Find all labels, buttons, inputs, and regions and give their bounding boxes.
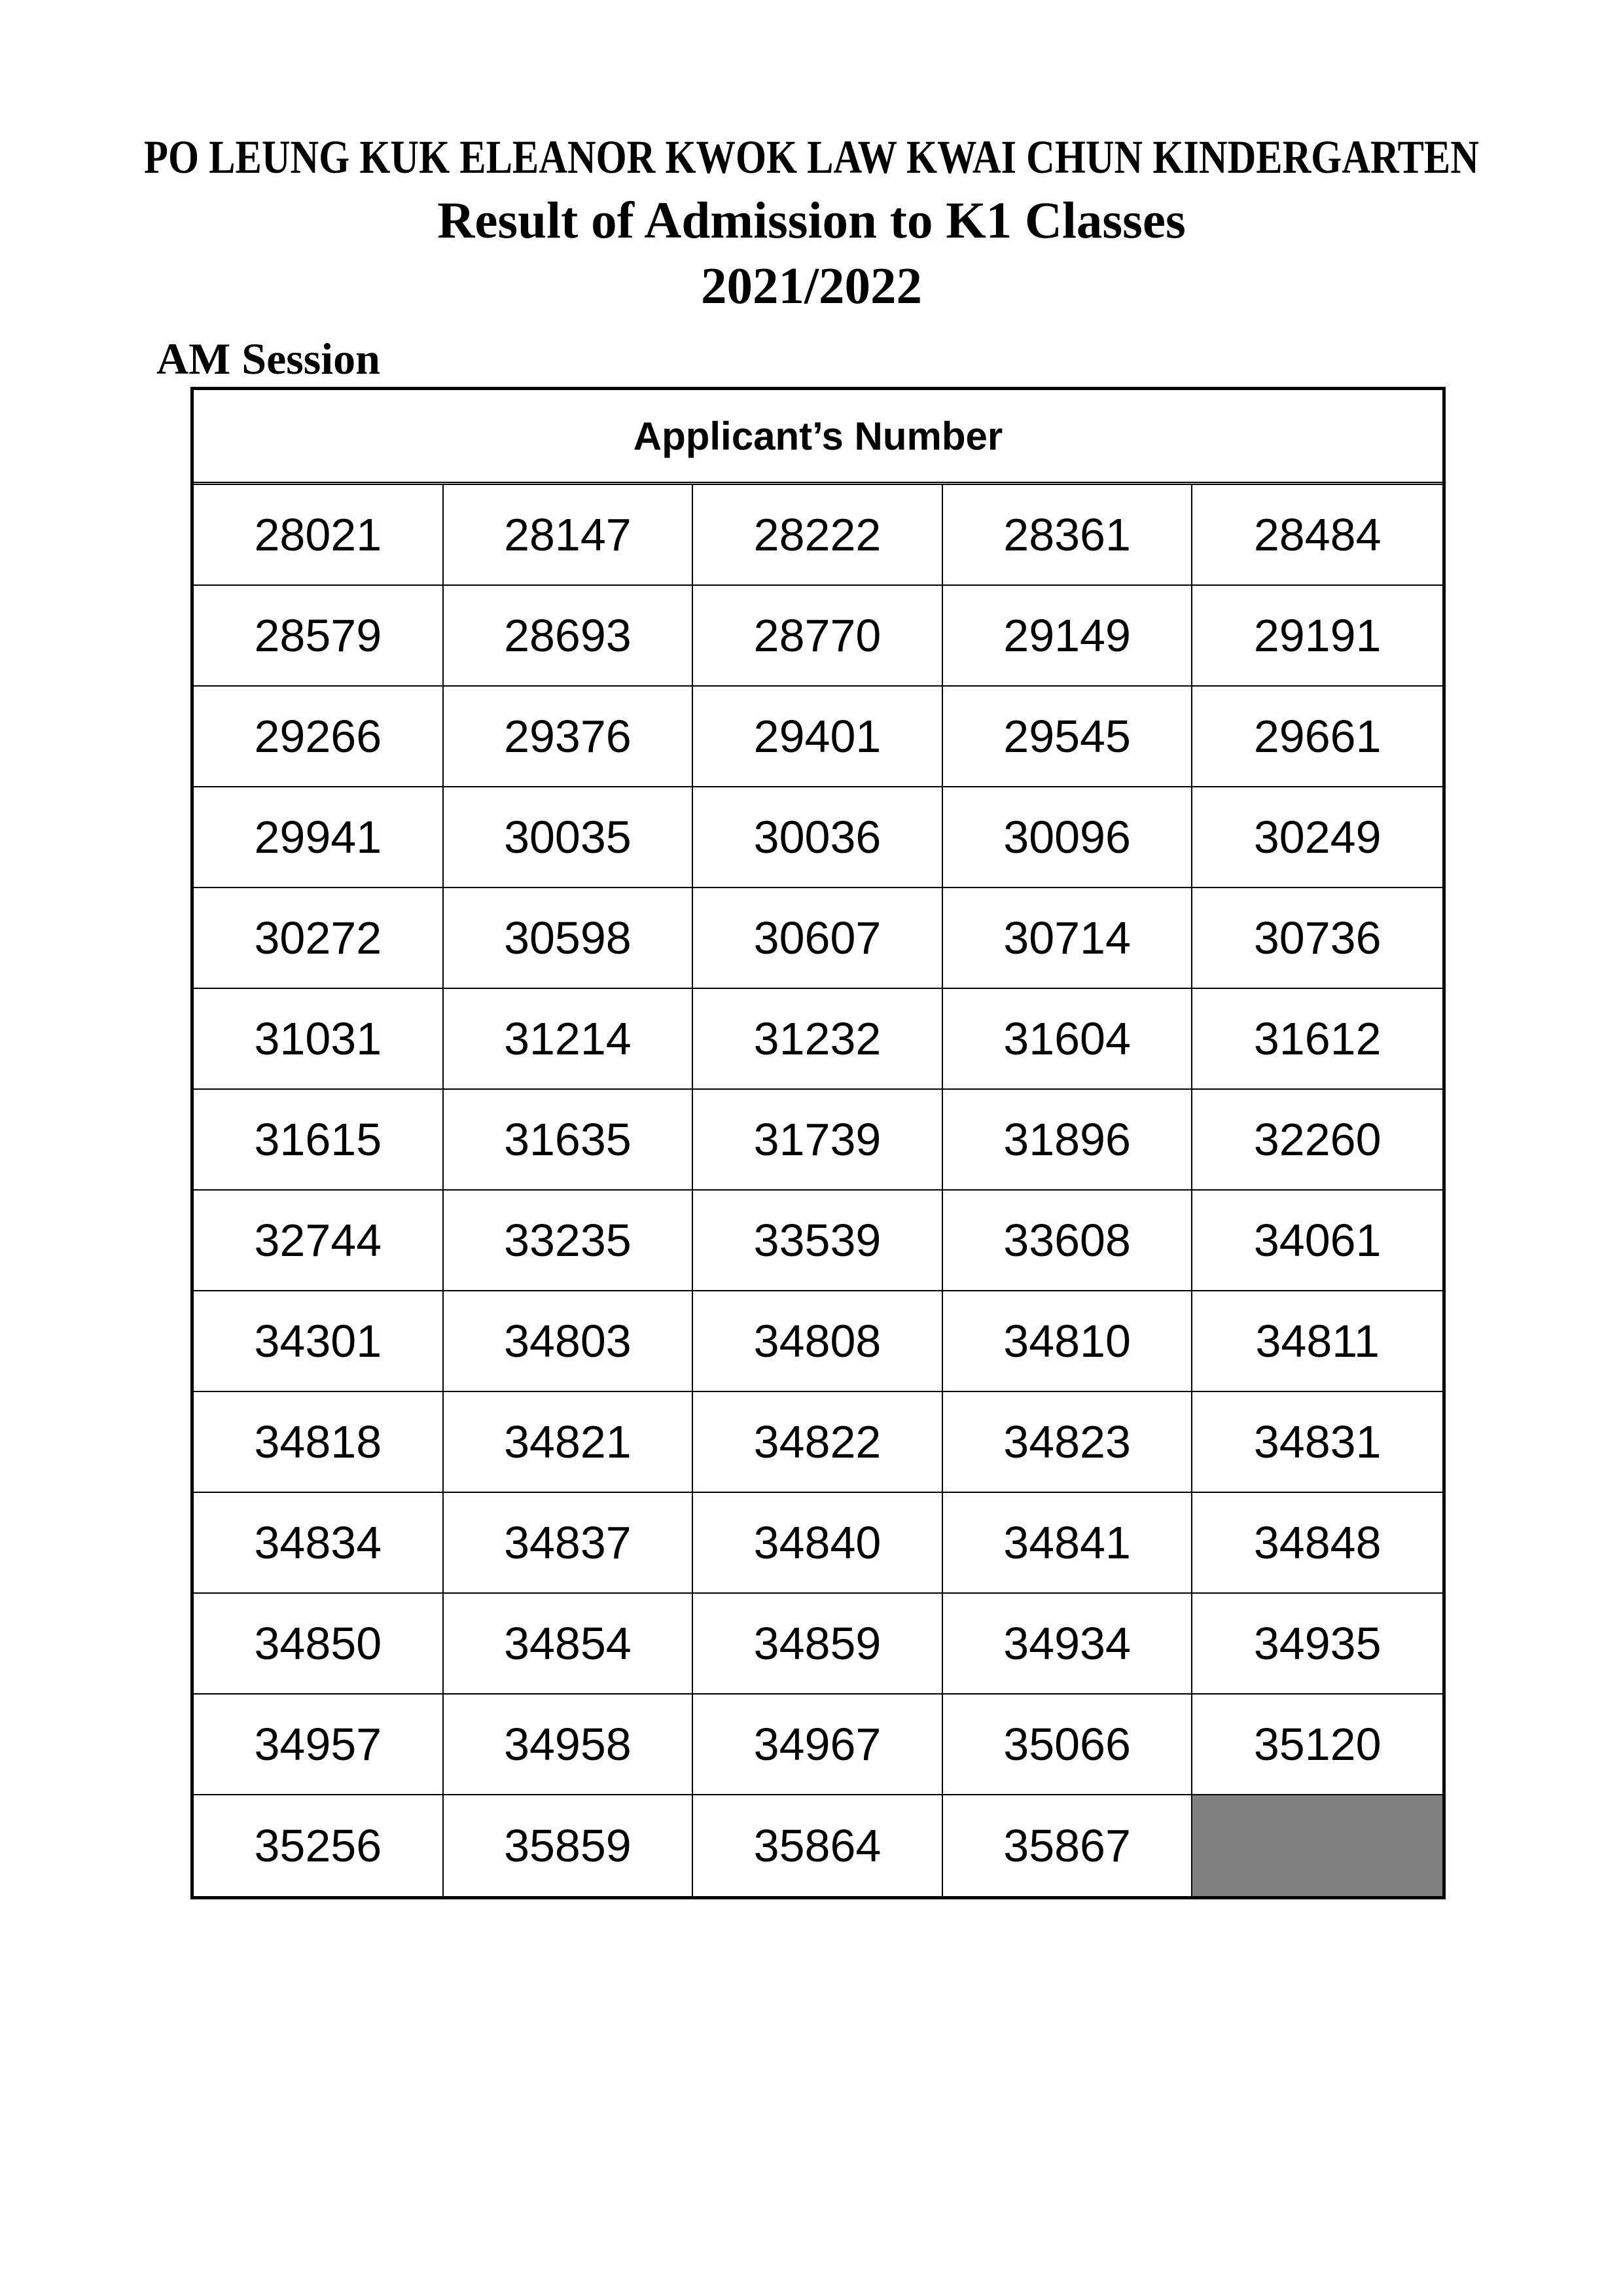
applicant-number-cell: 34840 — [693, 1493, 943, 1594]
applicant-number-cell: 34823 — [943, 1392, 1193, 1493]
applicant-number-cell: 34967 — [693, 1695, 943, 1795]
applicant-number-cell: 34821 — [444, 1392, 694, 1493]
applicant-number-cell: 34957 — [194, 1695, 444, 1795]
applicant-number-cell: 34935 — [1192, 1594, 1442, 1695]
applicant-number-cell: 30036 — [693, 787, 943, 888]
applicant-number-cell: 34811 — [1192, 1291, 1442, 1392]
applicant-number-cell: 30607 — [693, 888, 943, 989]
applicant-number-cell: 31214 — [444, 989, 694, 1090]
applicant-number-cell: 28147 — [444, 485, 694, 586]
applicant-number-cell: 30272 — [194, 888, 444, 989]
applicant-number-cell: 34301 — [194, 1291, 444, 1392]
applicant-number-cell: 30736 — [1192, 888, 1442, 989]
applicant-number-cell: 34808 — [693, 1291, 943, 1392]
applicant-number-cell: 31896 — [943, 1090, 1193, 1191]
applicant-number-cell: 28770 — [693, 586, 943, 687]
applicant-number-table — [190, 387, 1446, 1899]
applicant-number-cell: 28361 — [943, 485, 1193, 586]
applicant-number-cell: 30035 — [444, 787, 694, 888]
applicant-number-cell: 34822 — [693, 1392, 943, 1493]
applicant-number-cell: 31612 — [1192, 989, 1442, 1090]
applicant-number-cell: 34061 — [1192, 1191, 1442, 1291]
applicant-number-grid — [194, 485, 1442, 1896]
applicant-number-cell: 35864 — [693, 1795, 943, 1896]
applicant-number-cell: 28021 — [194, 485, 444, 586]
applicant-number-cell: 34834 — [194, 1493, 444, 1594]
applicant-number-cell: 29661 — [1192, 687, 1442, 787]
applicant-number-cell: 35867 — [943, 1795, 1193, 1896]
applicant-number-cell: 34818 — [194, 1392, 444, 1493]
applicant-number-cell: 35859 — [444, 1795, 694, 1896]
applicant-number-cell: 34934 — [943, 1594, 1193, 1695]
applicant-number-cell: 29376 — [444, 687, 694, 787]
applicant-number-cell: 31232 — [693, 989, 943, 1090]
session-label: AM Session — [156, 334, 380, 384]
applicant-number-cell: 29941 — [194, 787, 444, 888]
applicant-number-cell: 33235 — [444, 1191, 694, 1291]
applicant-number-cell: 31615 — [194, 1090, 444, 1191]
applicant-number-cell: 34854 — [444, 1594, 694, 1695]
applicant-number-cell: 34848 — [1192, 1493, 1442, 1594]
applicant-number-cell: 31604 — [943, 989, 1193, 1090]
applicant-number-cell: 34803 — [444, 1291, 694, 1392]
school-year: 2021/2022 — [701, 258, 922, 315]
empty-shaded-cell — [1192, 1795, 1442, 1896]
applicant-number-cell: 30714 — [943, 888, 1193, 989]
applicant-number-cell: 31031 — [194, 989, 444, 1090]
applicant-number-cell: 34841 — [943, 1493, 1193, 1594]
applicant-number-cell: 34831 — [1192, 1392, 1442, 1493]
applicant-number-cell: 30598 — [444, 888, 694, 989]
applicant-number-cell: 29545 — [943, 687, 1193, 787]
applicant-number-cell: 28222 — [693, 485, 943, 586]
applicant-number-cell: 34850 — [194, 1594, 444, 1695]
applicant-number-cell: 33608 — [943, 1191, 1193, 1291]
applicant-number-cell: 28579 — [194, 586, 444, 687]
applicant-number-cell: 34810 — [943, 1291, 1193, 1392]
applicant-number-cell: 29266 — [194, 687, 444, 787]
applicant-number-cell: 34958 — [444, 1695, 694, 1795]
applicant-number-cell: 35120 — [1192, 1695, 1442, 1795]
applicant-number-cell: 29149 — [943, 586, 1193, 687]
school-name: PO LEUNG KUK ELEANOR KWOK LAW KWAI CHUN KINDERGARTEN — [144, 131, 1479, 183]
applicant-number-cell: 30096 — [943, 787, 1193, 888]
applicant-number-cell: 31635 — [444, 1090, 694, 1191]
applicant-number-cell: 29401 — [693, 687, 943, 787]
table-header: Applicant’s Number — [194, 390, 1442, 485]
applicant-number-cell: 32744 — [194, 1191, 444, 1291]
applicant-number-cell: 29191 — [1192, 586, 1442, 687]
applicant-number-cell: 35066 — [943, 1695, 1193, 1795]
applicant-number-cell: 35256 — [194, 1795, 444, 1896]
applicant-number-cell: 28484 — [1192, 485, 1442, 586]
applicant-number-cell: 34859 — [693, 1594, 943, 1695]
applicant-number-cell: 30249 — [1192, 787, 1442, 888]
document-title: Result of Admission to K1 Classes — [437, 192, 1186, 249]
applicant-number-cell: 31739 — [693, 1090, 943, 1191]
applicant-number-cell: 28693 — [444, 586, 694, 687]
applicant-number-cell: 34837 — [444, 1493, 694, 1594]
applicant-number-cell: 32260 — [1192, 1090, 1442, 1191]
applicant-number-cell: 33539 — [693, 1191, 943, 1291]
